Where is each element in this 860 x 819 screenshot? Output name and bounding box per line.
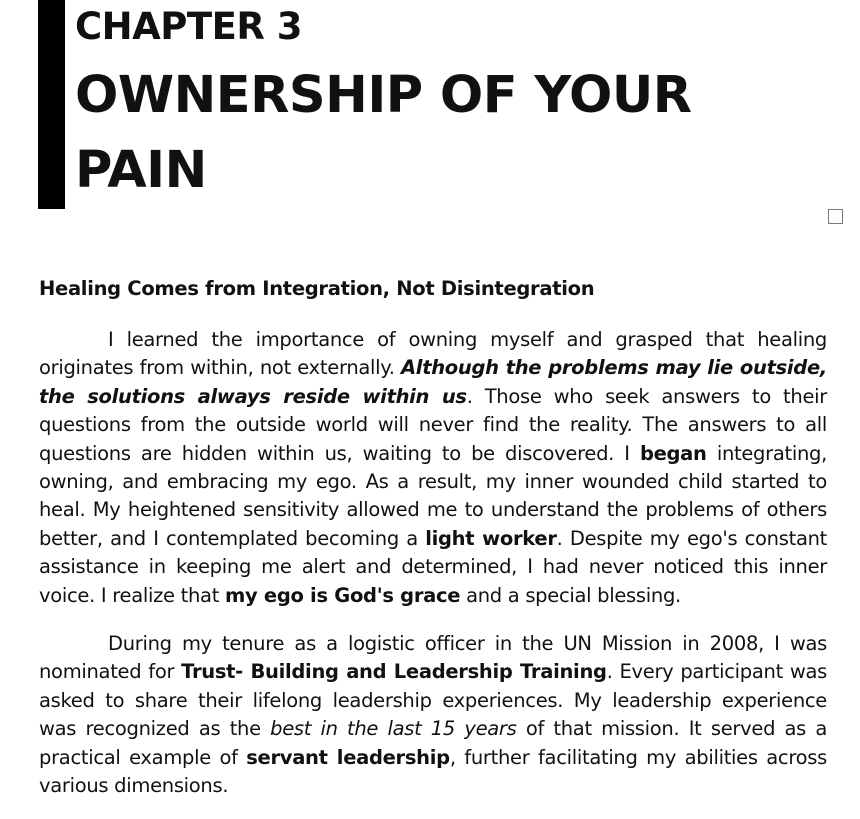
paragraph-2-italic: best in the last 15 years: [270, 717, 517, 741]
paragraph-1-bold: began: [639, 441, 707, 465]
paragraph-1-bold: my ego is God's grace: [224, 583, 461, 607]
paragraph-1-bold-italic: Although the problems may lie outside, the solutions always reside within us: [39, 356, 827, 408]
chapter-label: CHAPTER 3: [75, 5, 303, 48]
paragraph-2-text: , further facilitating my abilities across various dimensions.: [39, 745, 827, 798]
section-heading: Healing Comes from Integration, Not Disintegration: [39, 277, 595, 300]
paragraph-1-text: I learned the importance of owning myself and grasped that healing originates from within, not externally.: [39, 328, 827, 380]
paragraph-2-text: . Every participant was asked to share their lifelong leadership experiences. My leadership experience was recognized as the: [39, 660, 828, 741]
paragraph-2-bold: servant leadership: [246, 745, 450, 769]
paragraph-2-text: of that mission. It served as a practical example of: [39, 717, 827, 769]
chapter-side-bar: [38, 0, 65, 209]
paragraph-1-text: . Those who seek answers to their questions from the outside world will never find the reality. The answers to all questions are hidden within us, waiting to be discovered. I: [39, 384, 827, 465]
checkbox[interactable]: [828, 209, 843, 224]
paragraph-1-text: . Despite my ego's constant assistance in keeping me alert and determined, I had never noticed this inner voice. I realize that: [39, 526, 827, 607]
paragraph-1-bold: light worker: [425, 526, 557, 550]
chapter-title: OWNERSHIP OF YOUR PAIN: [75, 66, 692, 200]
body-paragraph-2: [39, 630, 827, 800]
paragraph-2-bold: Trust- Building and Leadership Training: [181, 660, 607, 684]
paragraph-2-text: During my tenure as a logistic officer in the UN Mission in 2008, I was nominated for: [39, 632, 827, 684]
body-paragraph-1: [39, 326, 827, 610]
paragraph-1-text: and a special blessing.: [460, 583, 681, 607]
paragraph-1-text: integrating, owning, and embracing my ego. As a result, my inner wounded child started to heal. My heightened sensitivity allowed me to understand the problems of others better, and I contemplated becoming a: [39, 441, 827, 550]
